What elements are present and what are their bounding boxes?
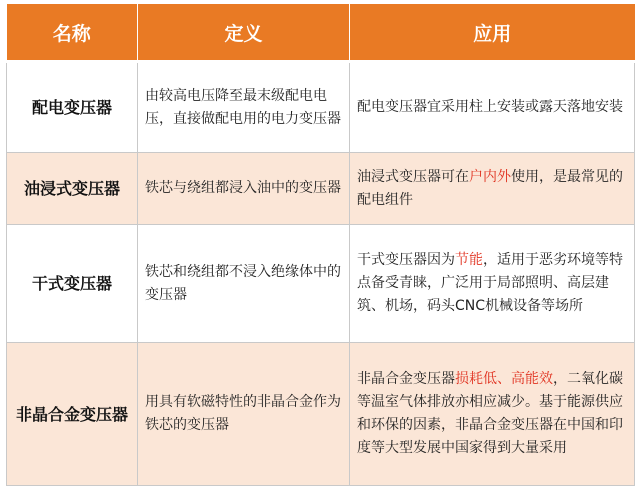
table-row xyxy=(7,225,635,343)
application-text: 配电变压器宜采用柱上安装或露天落地安装 xyxy=(357,99,623,115)
row-application xyxy=(350,153,635,225)
application-text: 非晶合金变压器 xyxy=(357,371,455,387)
table-header-row xyxy=(7,4,635,62)
header-name: 名称 xyxy=(7,4,138,62)
row-name: 油浸式变压器 xyxy=(7,153,138,225)
application-highlight: 户内外 xyxy=(469,168,511,185)
row-name: 干式变压器 xyxy=(7,225,138,343)
application-text: 使用，是最常见的配电组件 xyxy=(357,168,623,208)
row-definition: 由较高电压降至最末级配电电压，直接做配电用的电力变压器 xyxy=(138,62,350,153)
application-text: 干式变压器因为 xyxy=(357,252,455,268)
row-definition: 铁芯与绕组都浸入油中的变压器 xyxy=(138,153,350,225)
application-highlight: 损耗低、高能效 xyxy=(455,371,553,387)
row-name: 配电变压器 xyxy=(7,62,138,153)
application-text: 油浸式变压器可在 xyxy=(357,168,469,185)
row-name: 非晶合金变压器 xyxy=(7,343,138,486)
header-definition: 定义 xyxy=(138,4,350,62)
row-application xyxy=(350,225,635,343)
application-text: ，二氧化碳等温室气体排放亦相应减少。基于能源供应和环保的因素，非晶合金变压器在中国和印度等大型发展中国家得到大量采用 xyxy=(357,371,623,456)
row-application xyxy=(350,343,635,486)
table-row xyxy=(7,153,635,225)
row-application xyxy=(350,62,635,153)
row-definition: 铁芯和绕组都不浸入绝缘体中的变压器 xyxy=(138,225,350,343)
row-definition: 用具有软磁特性的非晶合金作为铁芯的变压器 xyxy=(138,343,350,486)
table-row xyxy=(7,343,635,486)
application-highlight: 节能 xyxy=(455,252,483,268)
table-row xyxy=(7,62,635,153)
transformer-comparison-table xyxy=(6,4,635,486)
header-application: 应用 xyxy=(350,4,635,62)
application-text: ，适用于恶劣环境等特点备受青睐，广泛用于局部照明、高层建筑、机场，码头CNC机械设备等场所 xyxy=(357,252,623,314)
